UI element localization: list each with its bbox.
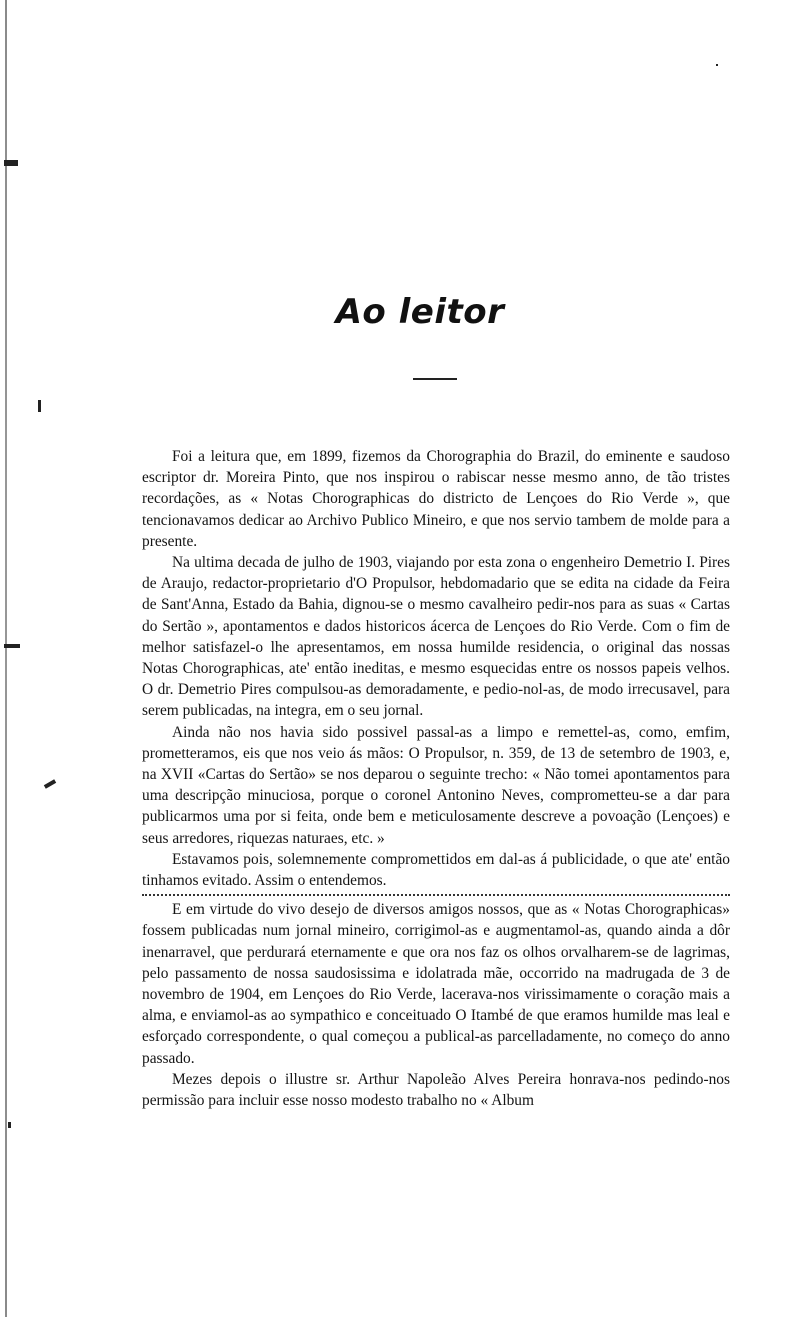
page-title: Ao leitor (335, 292, 505, 332)
paragraph: Na ultima decada de julho de 1903, viajando por esta zona o engenheiro Demetrio I. Pires de Araujo, redactor-proprietario d'O Propulsor, hebdomadario que se edita na cidade da Feira de Sant'Anna, Estado da Bahia, dignou-se o mesmo cavalheiro pedir-nos para as suas « Cartas do Sertão », apontamentos e dados historicos ácerca de Lençoes do Rio Verde. Com o fim de melhor satisfazel-o lhe apresentamos, em nossa humilde residencia, o original das nossas Notas Chorographicas, ate' então ineditas, e mesmo esquecidas entre os nossos papeis velhos. O dr. Demetrio Pires compulsou-as demoradamente, e pedio-nol-as, de modo irrecusavel, para serem publicadas, na integra, em o seu jornal. (142, 554, 730, 720)
scan-edge-line (5, 0, 7, 1317)
dotted-separator (142, 894, 730, 896)
scan-mark (44, 779, 56, 788)
paragraph: Ainda não nos havia sido possivel passal-as a limpo e remettel-as, como, emfim, prometteramos, eis que nos veio ás mãos: O Propulsor, n. 359, de 13 de setembro de 1903, e, na XVII «Cartas do Sertão» se nos deparou o seguinte trecho: « Não tomei apontamentos para uma descripção minuciosa, porque o coronel Antonino Neves, comprometteu-se a dar para publicarmos uma por si feita, onde bem e meticulosamente descreve a povoação (Lençoes) e seus arredores, riquezas naturaes, etc. » (142, 723, 730, 847)
body-text (142, 446, 730, 1111)
scan-mark (38, 400, 41, 412)
scan-mark (4, 160, 18, 166)
title-divider (413, 378, 457, 380)
paragraph: Foi a leitura que, em 1899, fizemos da Chorographia do Brazil, do eminente e saudoso escriptor dr. Moreira Pinto, que nos inspirou o rabiscar nesse mesmo anno, de tão tristes recordações, as « Notas Chorographicas do districto de Lençoes do Rio Verde », que tencionavamos dedicar ao Archivo Publico Mineiro, e que nos servio tambem de molde para a presente. (142, 448, 730, 550)
paragraph: Mezes depois o illustre sr. Arthur Napoleão Alves Pereira honrava-nos pedindo-nos permissão para incluir esse nosso modesto trabalho no « Album (142, 1070, 730, 1110)
scan-mark (4, 644, 20, 648)
scan-mark (8, 1122, 11, 1128)
paragraph: Estavamos pois, solemnemente compromettidos em dal-as á publicidade, o que ate' então tinhamos evitado. Assim o entendemos. (142, 850, 730, 890)
scan-mark (716, 64, 718, 66)
paragraph: E em virtude do vivo desejo de diversos amigos nossos, que as « Notas Chorographicas» fossem publicadas num jornal mineiro, corrigimol-as e augmentamol-as, quando ainda a dôr inenarravel, que perdurará eternamente e que ora nos faz os olhos orvalharem-se de lagrimas, pelo passamento de nossa saudosissima e idolatrada mãe, occorrido na madrugada de 3 de novembro de 1904, em Lençoes do Rio Verde, lacerava-nos virissimamente o coração mais a alma, e enviamol-as ao sympathico e conceituado O Itambé de que eramos humilde mas leal e esforçado correspondente, o qual começou a publical-as parcelladamente, no começo do anno passado. (142, 901, 730, 1067)
